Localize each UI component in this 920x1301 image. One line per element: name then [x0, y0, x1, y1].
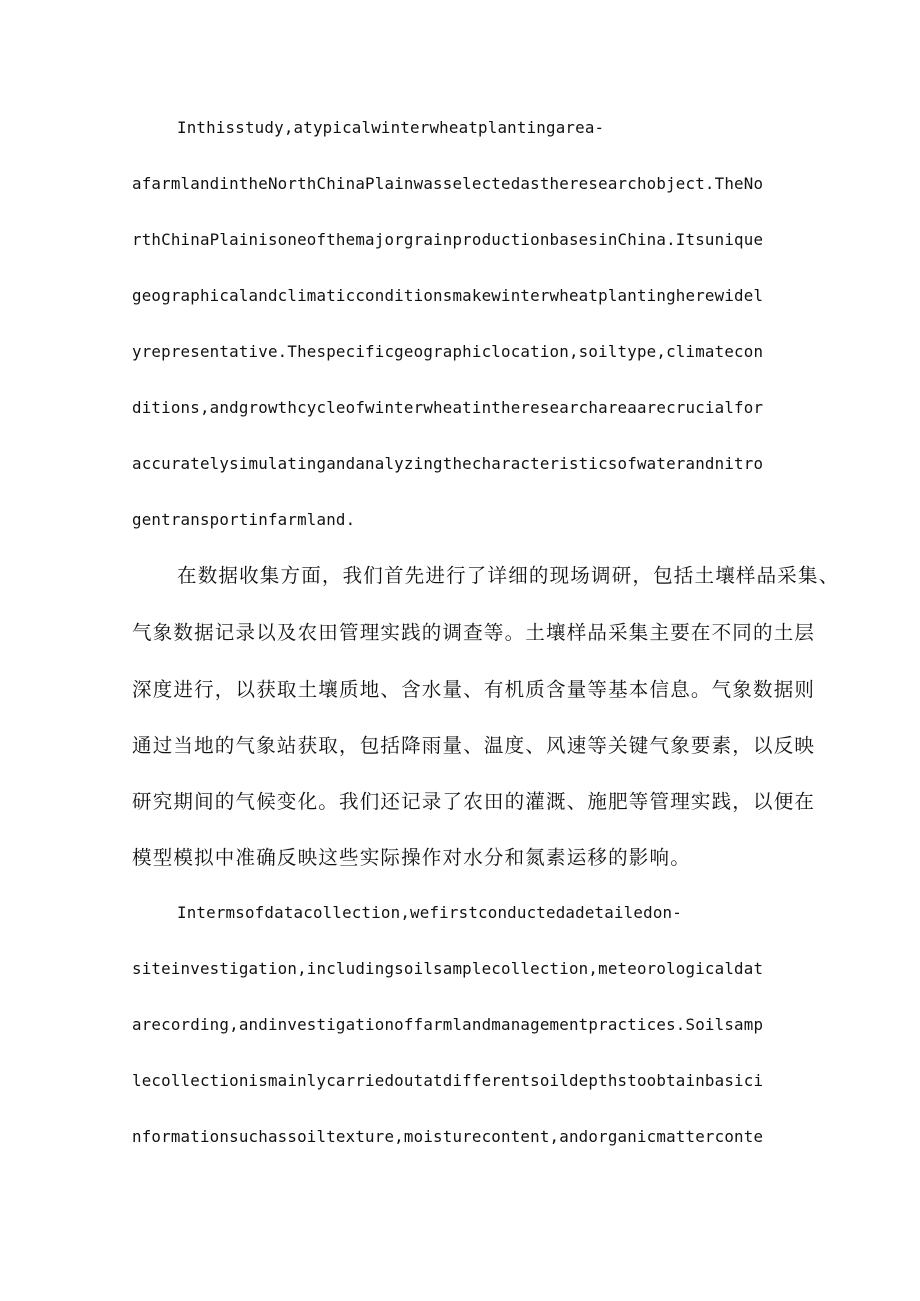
paragraph-en-1-line: afarmlandintheNorthChinaPlainwasselectedastheresearchobject.TheNo [132, 174, 764, 193]
paragraph-en-1-line: geographicalandclimaticconditionsmakewinterwheatplantingherewidel [132, 286, 764, 305]
paragraph-zh-1-line: 模型模拟中准确反映这些实际操作对水分和氮素运移的影响。 [132, 846, 691, 869]
paragraph-en-1-line: accuratelysimulatingandanalyzingthecharacteristicsofwaterandnitro [132, 454, 764, 473]
paragraph-zh-1-line: 气象数据记录以及农田管理实践的调查等。土壤样品采集主要在不同的土层 [132, 621, 816, 644]
paragraph-en-1-line: yrepresentative.Thespecificgeographiclocation,soiltype,climatecon [132, 342, 764, 361]
paragraph-zh-1-line: 深度进行，以获取土壤质地、含水量、有机质含量等基本信息。气象数据则 [132, 678, 816, 701]
paragraph-en-2-line: lecollectionismainlycarriedoutatdifferentsoildepthstoobtainbasici [132, 1071, 764, 1090]
paragraph-en-2-line: nformationsuchassoiltexture,moisturecontent,andorganicmatterconte [132, 1127, 764, 1146]
paragraph-en-2-line: Intermsofdatacollection,wefirstconductedadetailedon- [177, 903, 682, 922]
paragraph-en-2-line: siteinvestigation,includingsoilsamplecollection,meteorologicaldat [132, 959, 764, 978]
paragraph-en-1-line: rthChinaPlainisoneofthemajorgrainproductionbasesinChina.Itsunique [132, 230, 764, 249]
paragraph-en-1-line: Inthisstudy,atypicalwinterwheatplantingarea- [177, 118, 605, 137]
paragraph-en-1-line: gentransportinfarmland. [132, 510, 356, 529]
paragraph-en-1-line: ditions,andgrowthcycleofwinterwheatintheresearchareaarecrucialfor [132, 398, 764, 417]
paragraph-zh-1-line: 在数据收集方面，我们首先进行了详细的现场调研，包括土壤样品采集、 [177, 564, 840, 587]
paragraph-zh-1-line: 通过当地的气象站获取，包括降雨量、温度、风速等关键气象要素，以反映 [132, 734, 816, 757]
paragraph-en-2-line: arecording,andinvestigationoffarmlandmanagementpractices.Soilsamp [132, 1015, 764, 1034]
paragraph-zh-1-line: 研究期间的气候变化。我们还记录了农田的灌溉、施肥等管理实践，以便在 [132, 790, 816, 813]
